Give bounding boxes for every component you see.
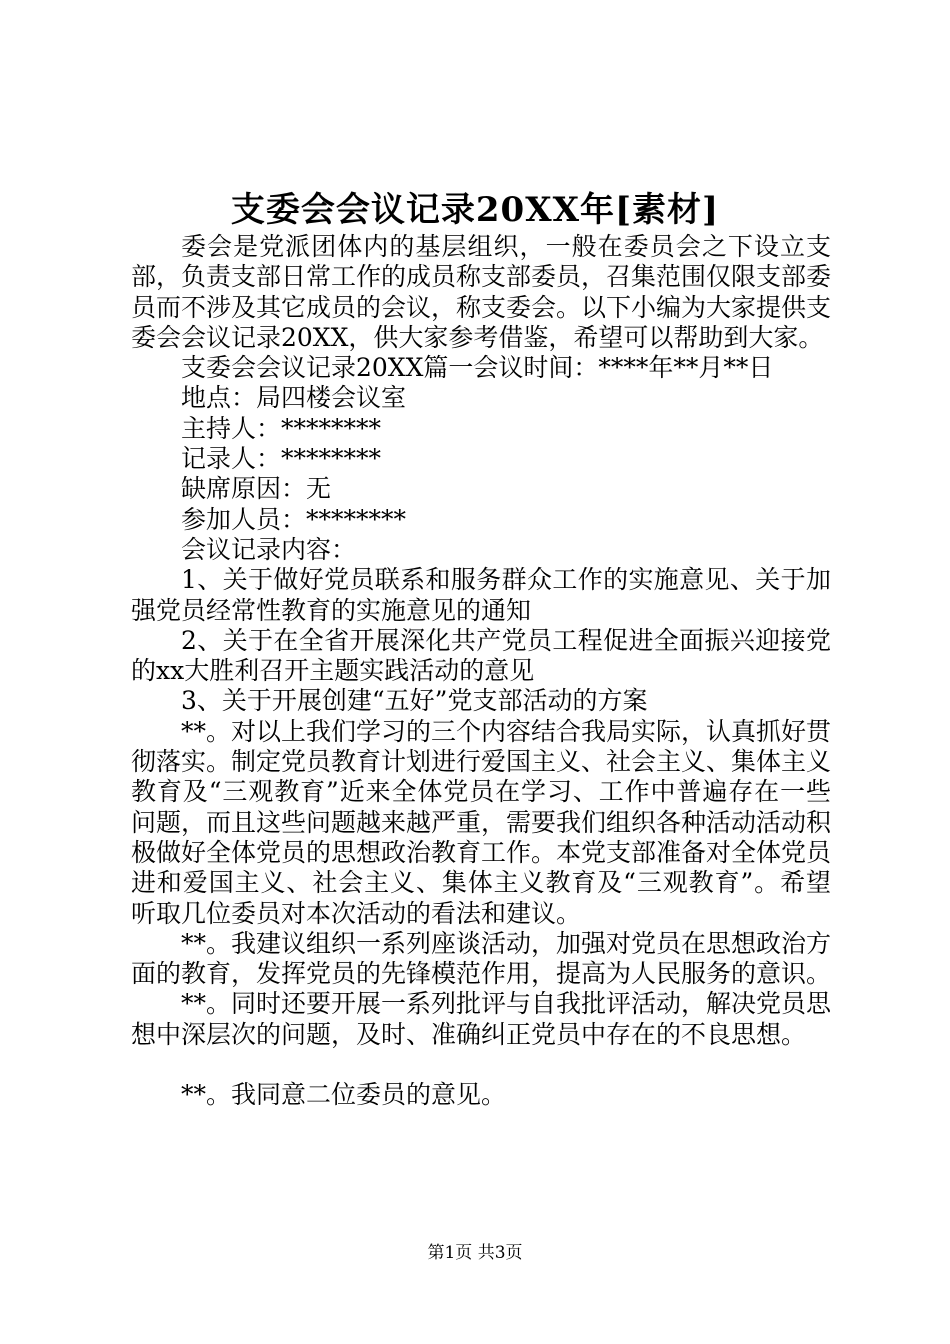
recorder-line: 记录人：********	[181, 444, 382, 474]
document-title: 支委会会议记录20XX年[素材]	[230, 190, 720, 230]
intro-paragraph: 委会是党派团体内的基层组织，一般在委员会之下设立支部，负责支部日常工作的成员称支部委员，召集范围仅限支部委员而不涉及其它成员的会议，称支委会。以下小编为大家提供支委会会议记录20XX，供大家参考借鉴，希望可以帮助到大家。	[131, 232, 832, 352]
page-footer: 第1页 共3页	[427, 1243, 523, 1263]
meeting-location-line: 地点：局四楼会议室	[181, 383, 407, 413]
discussion-paragraph-3: **。同时还要开展一系列批评与自我批评活动，解决党员思想中深层次的问题，及时、准确纠正党员中存在的不良思想。	[131, 989, 832, 1049]
attendees-line: 参加人员：********	[181, 504, 407, 534]
agenda-item-2: 2、关于在全省开展深化共产党员工程促进全面振兴迎接党的xx大胜利召开主题实践活动的意见	[131, 625, 831, 686]
agenda-item-1: 1、关于做好党员联系和服务群众工作的实施意见、关于加强党员经常性教育的实施意见的通知	[131, 565, 831, 625]
meeting-time-line: 支委会会议记录20XX篇一会议时间：****年**月**日	[181, 353, 774, 383]
host-line: 主持人：********	[181, 413, 382, 443]
absence-line: 缺席原因：无	[181, 474, 332, 504]
agenda-item-3: 3、关于开展创建“五好”党支部活动的方案	[181, 686, 648, 716]
discussion-paragraph-1: **。对以上我们学习的三个内容结合我局实际，认真抓好贯彻落实。制定党员教育计划进行爱国主义、社会主义、集体主义教育及“三观教育”近来全体党员在学习、工作中普遍存在一些问题，而且这些问题越来越严重，需要我们组织各种活动活动积极做好全体党员的思想政治教育工作。本党支部准备对全体党员进和爱国主义、社会主义、集体主义教育及“三观教育”。希望听取几位委员对本次活动的看法和建议。	[131, 716, 832, 928]
minutes-heading: 会议记录内容：	[181, 534, 357, 564]
document-body	[131, 232, 831, 1110]
discussion-paragraph-2: **。我建议组织一系列座谈活动，加强对党员在思想政治方面的教育，发挥党员的先锋模范作用，提高为人民服务的意识。	[131, 928, 832, 989]
discussion-paragraph-4: **。我同意二位委员的意见。	[181, 1080, 507, 1110]
